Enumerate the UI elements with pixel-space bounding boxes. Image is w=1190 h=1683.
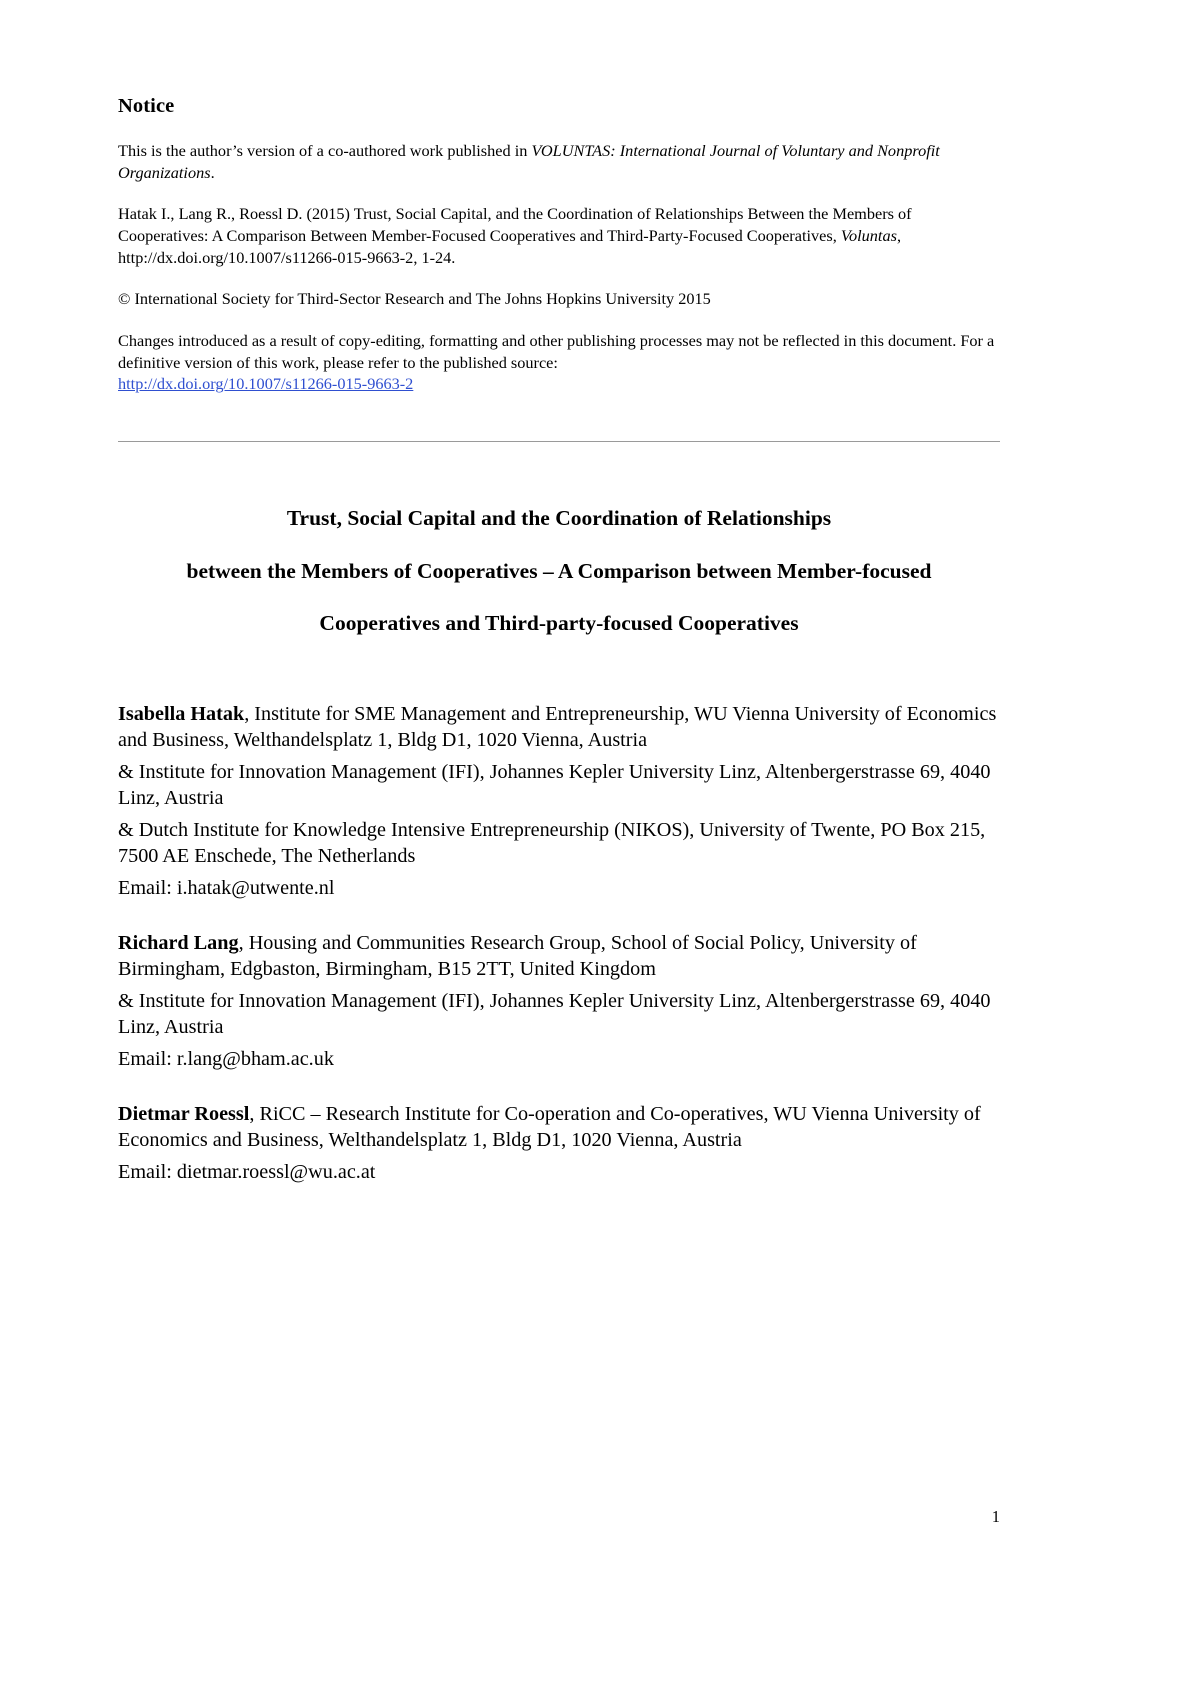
title-line-3: Cooperatives and Third-party-focused Cooperatives (319, 611, 799, 636)
section-divider (118, 441, 1000, 442)
author-affiliation-primary (118, 930, 1000, 982)
notice-version-suffix: . (210, 162, 215, 182)
author-name: Dietmar Roessl (118, 1103, 250, 1126)
author-email: Email: dietmar.roessl@wu.ac.at (118, 1161, 376, 1184)
notice-version-paragraph (118, 140, 1000, 183)
author-affiliation-second: & Institute for Innovation Management (IFI), Johannes Kepler University Linz, Altenbergerstrasse 69, 4040 Linz, Austria (118, 989, 991, 1039)
title-line-2: between the Members of Cooperatives – A Comparison between Member-focused (186, 558, 932, 583)
author-affiliation-third: & Dutch Institute for Knowledge Intensive Entrepreneurship (NIKOS), University of Twente, PO Box 215, 7500 AE Enschede, The Netherlands (118, 818, 986, 867)
author-name: Isabella Hatak (118, 702, 245, 725)
author-affiliation-text: , RiCC – Research Institute for Co-operation and Co-operatives, WU Vienna University of Economics and Business, Welthandelsplatz 1, Bldg D1, 1020 Vienna, Austria (118, 1103, 981, 1152)
author-affiliation-primary (118, 701, 1000, 753)
citation-part-one: Hatak I., Lang R., Roessl D. (2015) Trust, Social Capital, and the Coordination of Relationships Between the Members of Cooperatives: A Comparison Between Member-Focused Cooperatives and Third-Party-Focused Cooperatives, (118, 204, 912, 246)
author-affiliation-primary (118, 1101, 1000, 1153)
author-affiliation-text: , Housing and Communities Research Group, School of Social Policy, University of Birmingham, Edgbaston, Birmingham, B15 2TT, United Kingdom (118, 931, 917, 980)
author-entry (118, 1101, 1000, 1185)
notice-heading: Notice (118, 95, 175, 117)
author-name: Richard Lang (118, 931, 239, 954)
author-email: Email: i.hatak@utwente.nl (118, 876, 335, 899)
author-list (118, 701, 1000, 1186)
title-line-1: Trust, Social Capital and the Coordination of Relationships (286, 506, 832, 531)
paper-title (118, 508, 1000, 635)
author-email: Email: r.lang@bham.ac.uk (118, 1048, 334, 1071)
notice-changes-paragraph (118, 330, 1000, 395)
doi-link[interactable]: http://dx.doi.org/10.1007/s11266-015-9663-2 (118, 374, 414, 394)
notice-citation-paragraph (118, 203, 1000, 268)
notice-version-prefix: This is the author’s version of a co-authored work published in (118, 141, 532, 160)
notice-copyright: © International Society for Third-Sector Research and The Johns Hopkins University 2015 (118, 289, 711, 309)
author-affiliation-second: & Institute for Innovation Management (IFI), Johannes Kepler University Linz, Altenbergerstrasse 69, 4040 Linz, Austria (118, 760, 991, 809)
citation-journal-short: Voluntas (840, 226, 897, 246)
page-number: 1 (991, 1507, 1000, 1526)
notice-changes-text: Changes introduced as a result of copy-editing, formatting and other publishing processes may not be reflected in this document. For a definitive version of this work, please refer to the published source: (118, 331, 995, 372)
author-entry (118, 701, 1000, 901)
author-affiliation-text: , Institute for SME Management and Entrepreneurship, WU Vienna University of Economics and Business, Welthandelsplatz 1, Bldg D1, 1020 Vienna, Austria (118, 702, 997, 751)
notice-journal-name: VOLUNTAS: International Journal of Voluntary and Nonprofit Organizations (118, 141, 940, 182)
author-entry (118, 930, 1000, 1072)
citation-part-two: , http://dx.doi.org/10.1007/s11266-015-9663-2, 1-24. (118, 226, 902, 267)
page-content (118, 95, 1000, 1214)
